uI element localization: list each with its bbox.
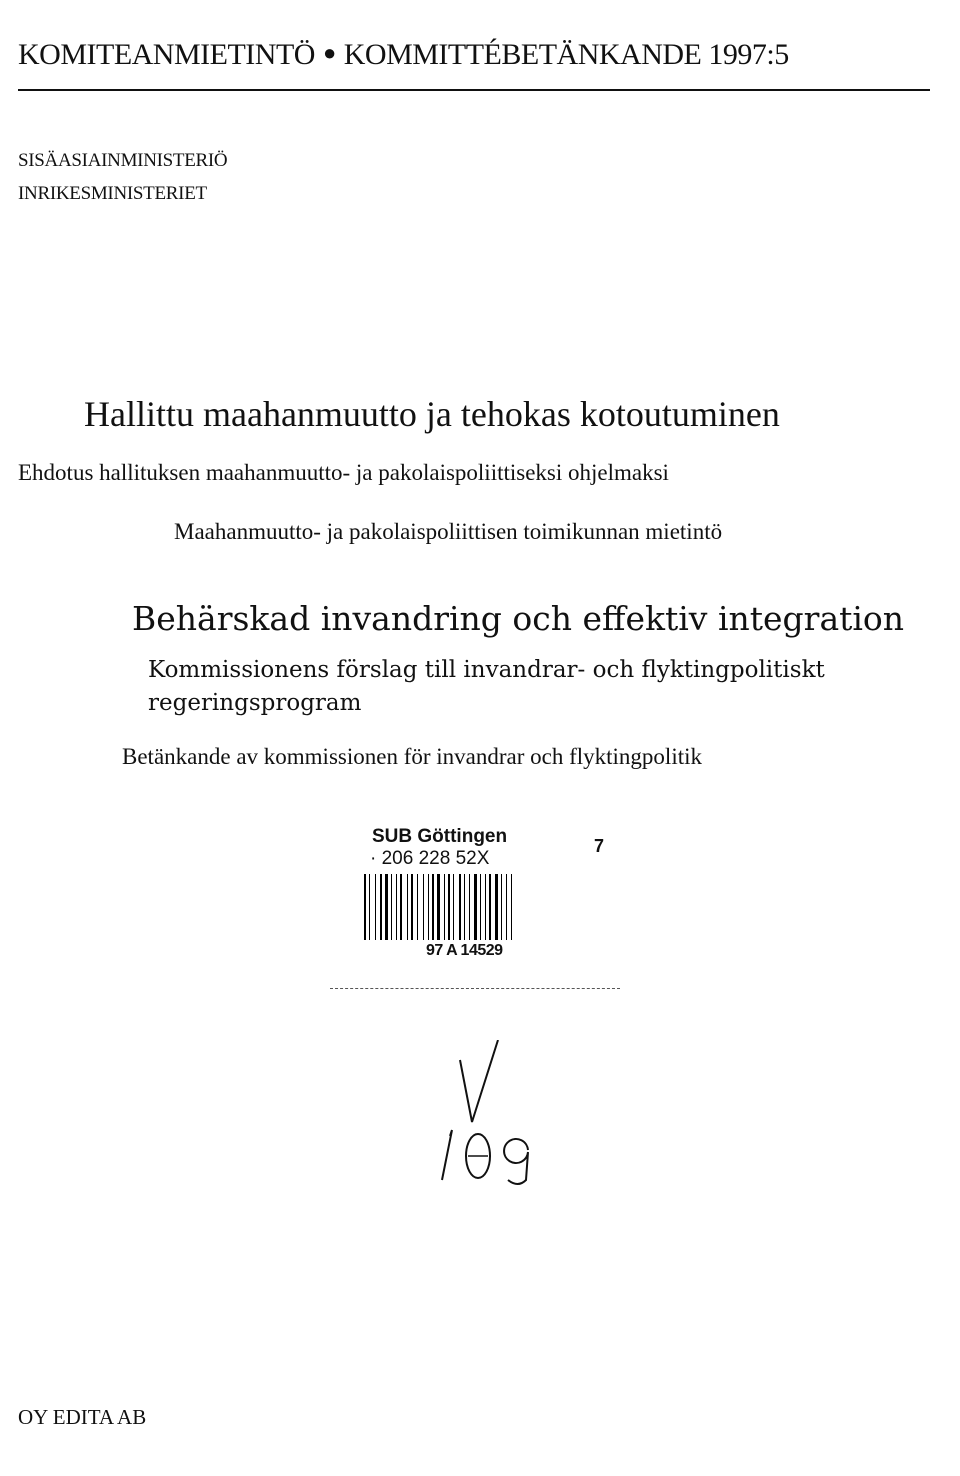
series-fi: KOMITEANMIETINTÖ: [18, 38, 315, 71]
handwritten-mark: [440, 1040, 560, 1190]
series-header: [18, 38, 930, 72]
ministry-sv: INRIKESMINISTERIET: [18, 183, 207, 204]
finnish-title: Hallittu maahanmuutto ja tehokas kotoutuminen: [84, 394, 780, 434]
swedish-report: Betänkande av kommissionen för invandrar och flyktingpolitik: [122, 744, 702, 769]
swedish-subtitle-line1: Kommissionens förslag till invandrar- och flyktingpolitiskt: [148, 657, 825, 683]
swedish-title: Behärskad invandring och effektiv integration: [132, 599, 905, 638]
header-rule: [18, 89, 930, 91]
library-number: · 206 228 52X: [370, 848, 490, 869]
finnish-subtitle: Ehdotus hallituksen maahanmuutto- ja pakolaispoliittiseksi ohjelmaksi: [18, 460, 669, 485]
series-sv: KOMMITTÉBETÄNKANDE: [343, 38, 702, 71]
library-sticker: [358, 826, 610, 966]
swedish-subtitle-line2: regeringsprogram: [148, 690, 362, 716]
library-code: 97 A 14529: [426, 942, 503, 959]
barcode-icon: [364, 874, 604, 940]
publisher: OY EDITA AB: [18, 1405, 147, 1429]
library-name: SUB Göttingen: [372, 826, 508, 847]
copy-number: 7: [594, 836, 605, 856]
ministry-fi: SISÄASIAINMINISTERIÖ: [18, 150, 228, 171]
finnish-report: Maahanmuutto- ja pakolaispoliittisen toimikunnan mietintö: [174, 519, 723, 544]
series-number: 1997:5: [708, 38, 789, 71]
divider: [330, 988, 620, 989]
bullet-icon: ●: [322, 40, 336, 65]
